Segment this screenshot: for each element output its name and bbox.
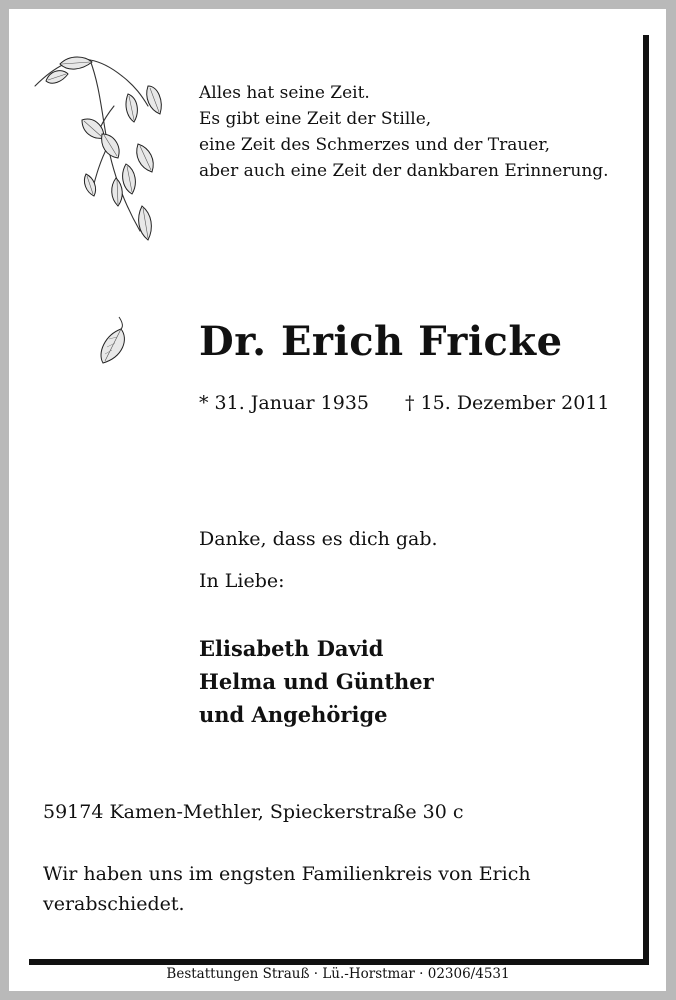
falling-leaf-icon — [93, 313, 129, 369]
frame-shadow-bottom — [29, 959, 649, 965]
quote-line: aber auch eine Zeit der dankbaren Erinnerung. — [199, 161, 609, 181]
thanks-message: Danke, dass es dich gab. — [199, 528, 438, 550]
in-love-label: In Liebe: — [199, 570, 285, 592]
memorial-quote — [199, 80, 609, 184]
mourner-name: und Angehörige — [199, 702, 388, 727]
death-date: † 15. Dezember 2011 — [405, 392, 610, 414]
quote-line: eine Zeit des Schmerzes und der Trauer, — [199, 135, 551, 155]
funeral-home-footer: Bestattungen Strauß · Lü.-Horstmar · 02306/4531 — [166, 966, 510, 982]
mourners-list — [199, 632, 434, 731]
quote-line: Alles hat seine Zeit. — [199, 83, 370, 103]
family-address: 59174 Kamen-Methler, Spieckerstraße 30 c — [43, 801, 464, 823]
farewell-line: verabschiedet. — [43, 893, 185, 915]
quote-line: Es gibt eine Zeit der Stille, — [199, 109, 432, 129]
farewell-note — [43, 859, 531, 919]
birch-leaves-icon — [30, 46, 180, 256]
farewell-line: Wir haben uns im engsten Familienkreis von Erich — [43, 863, 531, 885]
mourner-name: Helma und Günther — [199, 669, 434, 694]
life-dates — [199, 392, 609, 414]
frame-shadow-right — [643, 35, 649, 965]
birth-date: * 31. Januar 1935 — [199, 392, 370, 414]
deceased-name: Dr. Erich Fricke — [199, 318, 563, 365]
mourner-name: Elisabeth David — [199, 636, 384, 661]
